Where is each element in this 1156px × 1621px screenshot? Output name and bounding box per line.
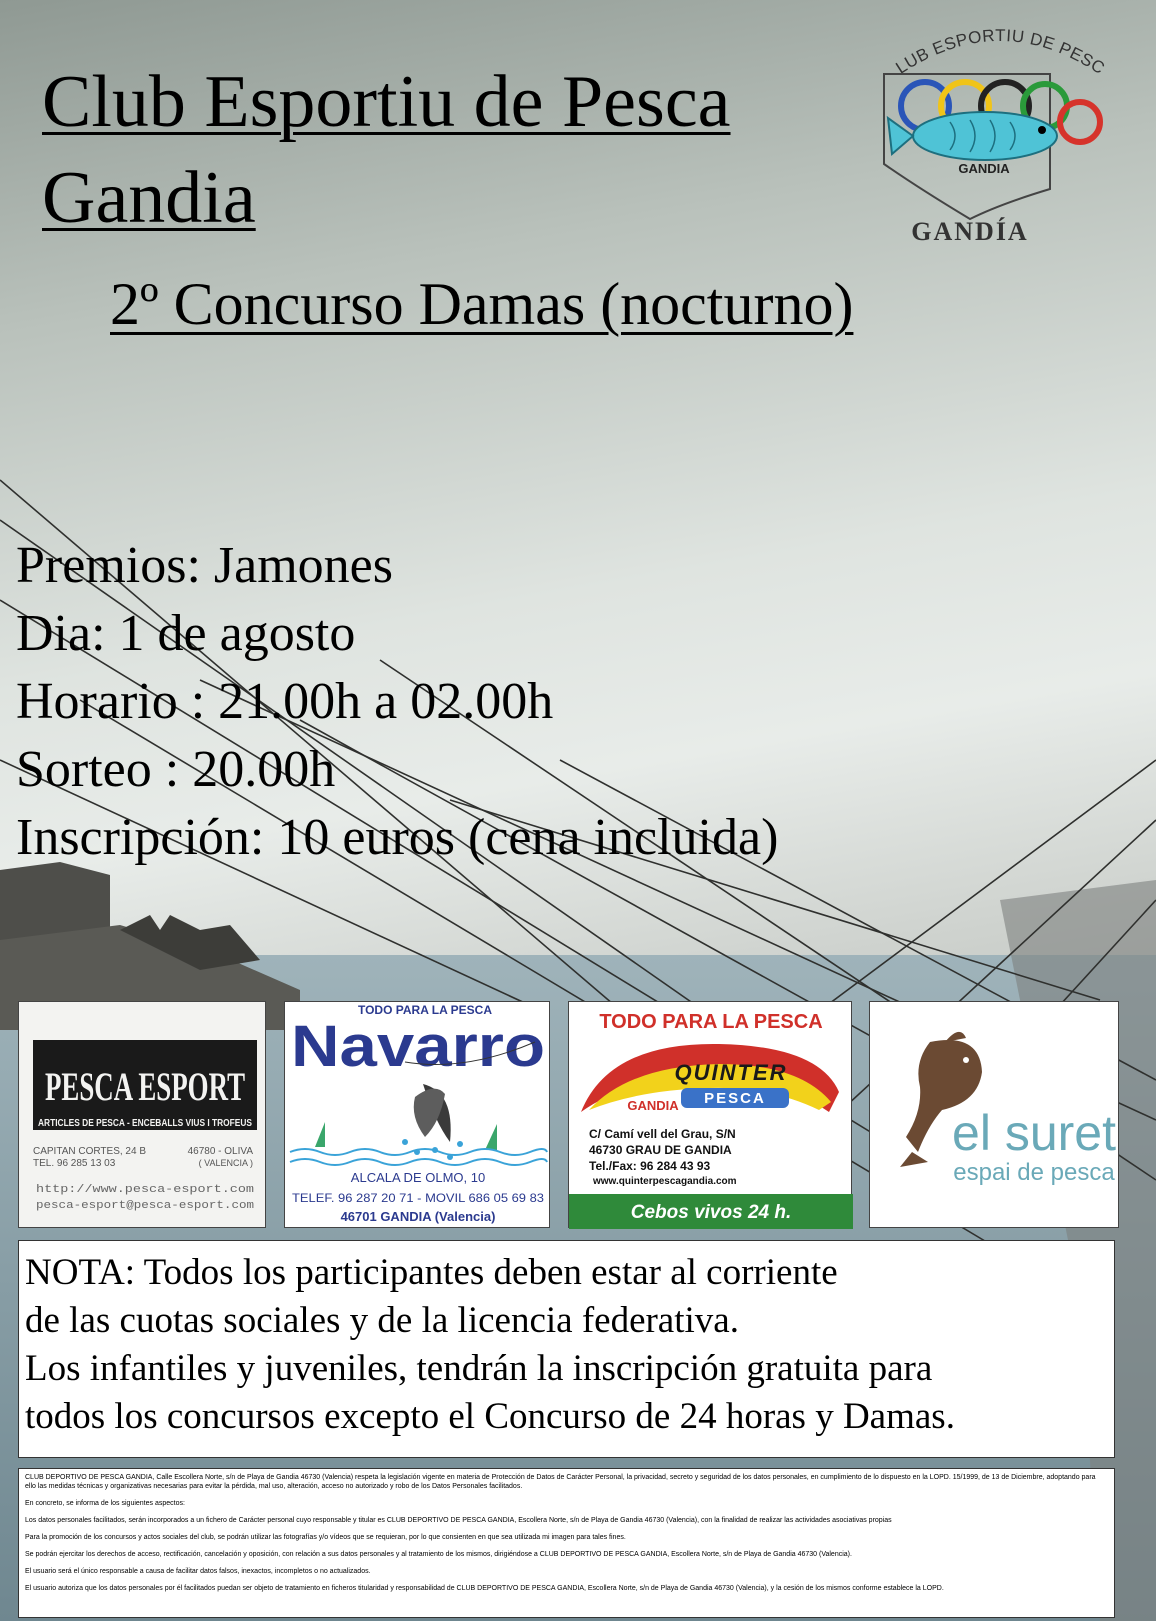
pesca-esport-name: PESCA ESPORT [45,1064,246,1109]
club-title-line2: Gandia [42,157,256,239]
pesca-esport-web: http://www.pesca-esport.com [36,1184,255,1196]
info-horario: Horario : 21.00h a 02.00h [16,673,554,730]
club-title-line1: Club Esportiu de Pesca [42,61,731,143]
legal-p6: El usuario será el único responsable a causa de facilitar datos falsos, inexactos, incompletos o no actualizados. [25,1568,371,1575]
quinter-city-tag: GANDIA [627,1098,679,1113]
nota-box [18,1240,1115,1458]
info-premios: Premios: Jamones [16,537,393,594]
quinter-brand: QUINTER [674,1060,788,1085]
navarro-name: Navarro [291,1014,545,1079]
legal-p4: Para la promoción de los concursos y actos sociales del club, se podrán utilizar las fotografías y/o vídeos que se requieran, por lo que consienten en que sea utilizada mi imagen para tales fines. [25,1534,626,1541]
quinter-tel: Tel./Fax: 96 284 43 93 [589,1159,711,1173]
nota-line2: de las cuotas sociales y de la licencia federativa. [25,1300,739,1341]
sponsor-quinter [568,1001,852,1228]
club-logo [880,14,1120,246]
pesca-esport-tel: TEL. 96 285 13 03 [33,1158,116,1169]
navarro-phones: TELEF. 96 287 20 71 - MOVIL 686 05 69 83 [292,1191,545,1205]
quinter-top: TODO PARA LA PESCA [599,1011,823,1033]
legal-p2: En concreto, se informa de los siguientes aspectos: [25,1500,185,1507]
legal-p7: El usuario autoriza que los datos personales por él facilitados puedan ser objeto de tratamiento en ficheros titularidad y responsabilidad de CLUB DEPORTIVO DE PESCA GANDIA, Escollera Norte, s/n de Playa de Gandia 46730 (Valencia), y la cesión de los mismos conforme establece la LOPD. [25,1585,944,1592]
event-info [16,532,778,872]
nota-line3: Los infantiles y juveniles, tendrán la inscripción gratuita para [25,1348,933,1389]
quinter-logo [569,1002,853,1229]
navarro-logo [285,1002,551,1229]
logo-arc-text: LUB ESPORTIU DE PESC [892,25,1109,79]
logo-caption: GANDÍA [911,217,1029,246]
pesca-esport-region: ( VALENCIA ) [198,1158,253,1168]
quinter-city: 46730 GRAU DE GANDIA [589,1143,732,1157]
navarro-top: TODO PARA LA PESCA [357,1003,493,1017]
info-inscripcion: Inscripción: 10 euros (cena incluida) [16,809,779,866]
pesca-esport-address: CAPITAN CORTES, 24 B [33,1146,146,1157]
info-sorteo: Sorteo : 20.00h [16,741,336,798]
quinter-brand2: PESCA [704,1090,766,1107]
logo-badge-text: GANDIA [958,161,1010,176]
sponsor-navarro [284,1001,550,1228]
pesca-esport-city: 46780 - OLIVA [187,1146,253,1157]
info-dia: Dia: 1 de agosto [16,605,356,662]
pesca-esport-logo [19,1002,267,1229]
quinter-web: www.quinterpescagandia.com [593,1176,737,1187]
sailboat-icons [315,1122,497,1150]
jumping-fish-icon [414,1084,451,1142]
nota-line1: NOTA: Todos los participantes deben estar al corriente [25,1252,838,1293]
suret-name: el suret [952,1105,1116,1161]
club-crest-icon [880,14,1120,246]
svg-text:CLUB ESPORTIU DE PESCA [880,14,1108,78]
pesca-esport-tagline: ARTICLES DE PESCA - ENCEBALLS VIUS I TROFEUS [38,1118,253,1129]
navarro-address: ALCALA DE OLMO, 10 [350,1170,486,1185]
navarro-city: 46701 GANDIA (Valencia) [340,1209,496,1224]
legal-p1: CLUB DEPORTIVO DE PESCA GANDIA, Calle Escollera Norte, s/n de Playa de Gandia 46730 (Valencia) respeta la legislación vigente en materia de Protección de Datos de Carácter Personal, la privacidad, secreto y seguridad de los datos personales, en cumplimiento de lo dispuesto en la LOPD. 15/1999, de 13 de Diciembre, adoptando para ello las medidas técnicas y organizativas necesarias para evitar la pérdida, mal uso, alteración, acceso no autorizado y robo de los Datos Personales facilitados. [25,1474,1096,1490]
el-suret-logo [870,1002,1120,1229]
nota-line4: todos los concursos excepto el Concurso de 24 horas y Damas. [25,1396,955,1437]
quinter-footer: Cebos vivos 24 h. [630,1202,792,1223]
quinter-address: C/ Camí vell del Grau, S/N [589,1127,736,1141]
sponsor-el-suret [869,1001,1119,1228]
legal-p5: Se podrán ejercitar los derechos de acceso, rectificación, cancelación y oposición, con relación a sus datos personales y al tratamiento de los mismos, dirigiéndose a CLUB DEPORTIVO DE PESCA GANDIA, Escollera Norte, s/n de Playa de Gandia 46730 (Valencia). [25,1551,852,1558]
legal-notice [18,1468,1115,1618]
sponsor-pesca-esport [18,1001,266,1228]
legal-p3: Los datos personales facilitados, serán incorporados a un fichero de Carácter personal cuyo responsable y titular es CLUB DEPORTIVO DE PESCA GANDIA, Escollera Norte, s/n de Playa de Gandia 46730 (Valencia), con la finalidad de realizar las actividades asociativas propias [25,1517,892,1524]
pesca-esport-email: pesca-esport@pesca-esport.com [36,1200,255,1212]
suret-tagline: espai de pesca [953,1159,1115,1186]
event-subtitle: 2º Concurso Damas (nocturno) [110,271,854,337]
